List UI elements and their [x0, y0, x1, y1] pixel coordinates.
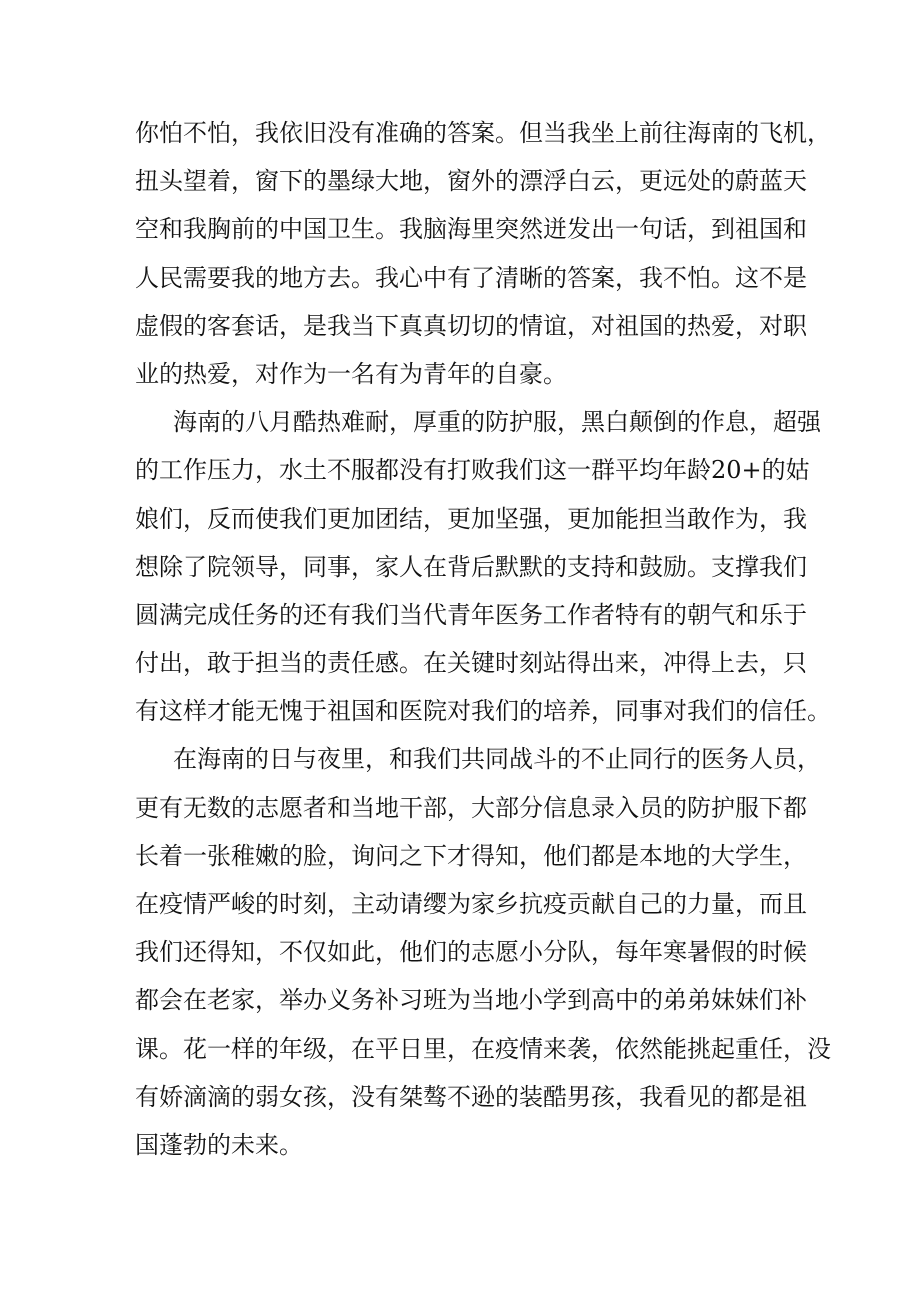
text-line: 有这样才能无愧于祖国和医院对我们的培养，同事对我们的信任。	[135, 697, 831, 726]
text-line: 有娇滴滴的弱女孩，没有桀骜不逊的装酷男孩，我看见的都是祖	[135, 1082, 807, 1111]
text-line: 都会在老家，举办义务补习班为当地小学到高中的弟弟妹妹们补	[135, 986, 807, 1015]
text-line: 付出，敢于担当的责任感。在关键时刻站得出来，冲得上去，只	[135, 649, 807, 678]
text-line: 圆满完成任务的还有我们当代青年医务工作者特有的朝气和乐于	[135, 600, 807, 629]
text-line: 课。花一样的年级，在平日里，在疫情来袭，依然能挑起重任，没	[135, 1034, 831, 1063]
text-line: 空和我胸前的中国卫生。我脑海里突然迸发出一句话，到祖国和	[135, 215, 807, 244]
document-body	[135, 109, 831, 1169]
paragraph-3	[135, 735, 831, 1169]
text-line: 我们还得知，不仅如此，他们的志愿小分队，每年寒暑假的时候	[135, 938, 807, 967]
text-line: 海南的八月酷热难耐，厚重的防护服，黑白颠倒的作息，超强	[173, 408, 821, 437]
paragraph-2	[135, 398, 831, 735]
paragraph-1	[135, 109, 831, 398]
text-line: 你怕不怕，我依旧没有准确的答案。但当我坐上前往海南的飞机，	[135, 119, 831, 147]
text-line: 国蓬勃的未来。	[135, 1130, 303, 1159]
text-line: 长着一张稚嫩的脸，询问之下才得知，他们都是本地的大学生，	[135, 841, 807, 870]
text-line: 想除了院领导，同事，家人在背后默默的支持和鼓励。支撑我们	[135, 552, 807, 581]
text-line: 扭头望着，窗下的墨绿大地，窗外的漂浮白云，更远处的蔚蓝天	[135, 167, 807, 196]
text-line: 在海南的日与夜里，和我们共同战斗的不止同行的医务人员，	[173, 745, 821, 774]
text-line: 更有无数的志愿者和当地干部，大部分信息录入员的防护服下都	[135, 793, 807, 822]
text-line: 业的热爱，对作为一名有为青年的自豪。	[135, 359, 567, 388]
text-line: 虚假的客套话，是我当下真真切切的情谊，对祖国的热爱，对职	[135, 311, 807, 340]
text-line: 在疫情严峻的时刻，主动请缨为家乡抗疫贡献自己的力量，而且	[135, 890, 807, 918]
text-line: 人民需要我的地方去。我心中有了清晰的答案，我不怕。这不是	[135, 263, 807, 292]
text-line: 娘们，反而使我们更加团结，更加坚强，更加能担当敢作为，我	[135, 504, 807, 533]
text-line: 的工作压力，水土不服都没有打败我们这一群平均年龄20+的姑	[135, 456, 810, 485]
